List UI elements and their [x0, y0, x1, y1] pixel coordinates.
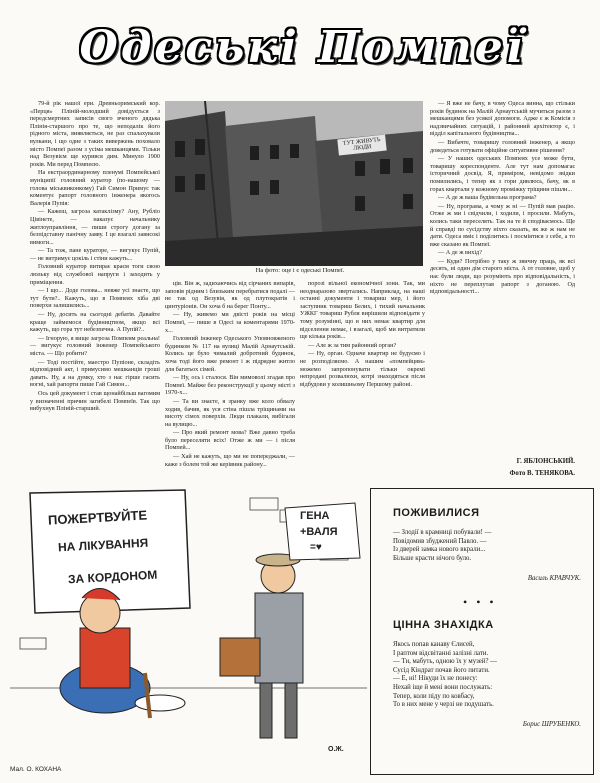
paragraph: ців. Він ж, задихаючись від сірчаних випарів, заповів рідним і близьким перебратися подалі — не так од Везувія, як од плутократів і цинтуріонів. Он хоча б на берег Понту...	[165, 280, 295, 310]
paragraph: На екстраординарному пленумі Помпейської муніципії головний куратор (по-нашому — голова міськвиконкому) Гай Симон Примус так коментує рапорт головного інженера якогось Валерія Пупія:	[30, 169, 160, 207]
poems-box	[370, 488, 594, 775]
paragraph: — Ігнорую, я вище загроза Помпеям реальна! — вигукує головний інженер Помпейського міста. — Що робити?	[30, 334, 160, 357]
graffiti-line: ГЕНА	[300, 510, 330, 522]
paragraph: — А де ж вихід?	[438, 249, 482, 257]
photo-sign: ТУТ ЖИВУТЬ ЛЮДИ	[337, 135, 386, 156]
poster-line: ПОЖЕРТВУЙТЕ	[47, 507, 148, 528]
graffiti-line: +ВАЛЯ	[300, 526, 338, 538]
paragraph: — Тоді постійте, маестро Пупіоне, складіть відповідний акт, і примусимо мешканців гроші давать. Ну, а на думку, хто з нас гірше гасить вогні, хай рапорти пише Гай Симон...	[30, 358, 160, 389]
paragraph: — Кажеш, загроза катаклізму? Ану, Рубліо Цівінете, — наказує начальнику житлоуправління, — пиши строгу догану за безпідставну панічну заяву. І це взагалі зависокі вимоги...	[30, 208, 160, 246]
photo-image	[165, 101, 423, 266]
paragraph: — Хай не кажуть, що ми не попереджали, — каже з болем той же керівник району...	[165, 453, 295, 468]
poem-title: ЦІННА ЗНАХІДКА	[393, 619, 494, 631]
photo-credit: Фото В. ТЕНЯКОВА.	[509, 470, 575, 477]
paragraph: — Ну, ось і сталося. Він мимоволі згадав про Помпеї. Майже без реконструкції у цьому місті з 1970-х...	[165, 374, 295, 397]
graffiti-line: =♥	[310, 542, 322, 553]
paragraph: — Ну, програма, а чому ж ні — Пупій мав рацію. Отже ж ми і свідчили, і ходили, і просили. Мабуть, колись таки переселять. Так на те й сподіваємось. Ще й справді по сусідству ніхто сказать, як же ж нам не дати. Одеса вміє і поділитись і посміятися з себе, а то вже сказано як Помпеї.	[430, 202, 575, 248]
cartoon-caption: Мал. О. КОХАНА	[10, 766, 62, 773]
paragraph: — Вибачте, товаришу головний інженер, а якщо доведеться готувати офіційне ситуативне рішення?	[430, 138, 575, 154]
paragraph: — У наших одеських Помпеях усе може бути, товаришу кореспонденте. Але тут нам допомагає історичний досвід. Я, приміром, невідомо звідки помилились, і тепер як з гори дивлюсь, бачу, як в горах квартали у кожному проміжку тріщини пішли...	[430, 155, 575, 193]
cartoon-signature: О.Ж.	[328, 746, 344, 753]
cartoon-illustration	[10, 488, 367, 763]
paragraph: 79-й рік нашої ери. Древньоримський кор. «Перця» Пліній-молодший довідується з передсмертних записів свого вченого дядька Плінія-старшого про те, що неподалік його рідного міста, виявляється, не раз спалахували вулкани, і що одне з таких вивержень поховало місто Помпеї разом з усіма мешканцями. Тільки над Везувієм ще курився дим. Минуло 1900 років. Ми перед Помпеєю.	[30, 100, 160, 168]
paragraph: порозі вільної економічної зони. Так, ми неоднаразово звертались. Наприклад, на наші останні документи і товариш мер, і його заступник товариш Белих, і тихий начальник УЖКГ товариш Рубля вирішили відповідати у тому розумінні, що в них немає квартир для відселення немає, і взагалі, щоб ми витратили ще кілька років...	[300, 280, 425, 341]
paragraph: — Про який ремонт мова? Вже давно треба було переселяти всіх! Отже ж ми — і після Помпей...	[165, 429, 295, 452]
poem-title: ПОЖИВИЛИСЯ	[393, 507, 480, 519]
paragraph: — Ну, орган. Одначе квартир не будуємо і не розподіляємо. А нашим «помпейцям» можемо запропонувати тільки окремі непродані розвалюхи, котрі знаходяться після відбудови у колишньому Першому районі.	[300, 350, 425, 388]
paragraph: — Та ви знаєте, я зранку вже коло обвалу ходив, бачив, як уся стіна пішла тріщинами на висоту сімох поверхів. Люди плакали, вибігали на вулицю...	[165, 397, 295, 428]
paragraph: — Ну, досить на сьогодні дебатів. Давайте краще займемося будівництвом, якщо всі кажуть, що гора тут небезпечна. А Пупій?..	[30, 311, 160, 334]
poem-author: Борис ШРУБЕНКО.	[522, 721, 581, 728]
poem-author: Василь КРАВЧУК.	[527, 575, 581, 582]
poem-text: — Злодії в крамниці побували! — Повідомив збуджений Павло. — Із дверей замка нового вкрали... Більше красти нічого було.	[393, 529, 492, 562]
paragraph: — Але ж за тим районний орган?	[308, 341, 397, 349]
article-column-1	[30, 100, 160, 482]
ruined-building-photo	[165, 101, 423, 266]
paragraph: Головний інженер Одеського Уповновженого будинком № 117 на вулиці Малій Арнаутській. Колись це було чималий добротний будинок, хоча тоді його вже ремонт і ж підрядне житло для багатьох сімей.	[165, 335, 295, 373]
paragraph: — Я вже не бачу, в чому Одеса винна, що стільки років будинок на Малій Арнаутській мучиться разом з мешканцями без усякої допомоги. Адже є ж Комісія з надзвичайних ситуацій, і районний архітектор є, і відділ капітального будівництва...	[430, 100, 575, 138]
article-author: Г. ЯБЛОНСЬКИЙ.	[516, 458, 575, 465]
article-column-4	[430, 100, 575, 455]
paragraph: Ось цей документ і став щонайбільш вагомим у визначенні причин загибелі Помпеїв. Так що вибухнув Пліній-старший.	[30, 389, 160, 413]
paragraph: — А де ж ваша будівельна програма?	[438, 194, 537, 202]
article-column-2	[165, 280, 295, 482]
paragraph: — Та тож, пане кураторе, — вигукує Пупій, — не витримує цокіль і стіни кажуть...	[30, 247, 160, 262]
paragraph: — Куди? Потрібно у таку ж звичну праць, як всі десять, ні один дім старого міста. А от головне, щоб у нас були люди, що розуміють про відповідальність, і ніхто не переплутав рапорт з доганою. Од відповідальності...	[430, 257, 575, 296]
article-column-3	[300, 280, 425, 482]
paragraph: Головний куратор витирає краєм тоги свою люльку від службової напруги і заходить у приміщення.	[30, 263, 160, 286]
separator-dots: • • •	[463, 595, 497, 609]
paragraph: — Ну, живемо ми двісті років на місці Помпеї, — пише в Одесі за коментарями 1970-х...	[165, 311, 295, 334]
poem-text: Якось попав канаву Єлисей, І раптом відсвітанні залізні лати. — Ти, мабуть, одною їх у музей? — Сусід Кіндрат почав його питати. — Е, ні! Нікуди їх не понесу: Нехай іще й мені вони послужать: Тепер, коли піду по ковбасу, То в них мене у черзі не подушать.	[393, 641, 497, 709]
poster-line: НА ЛІКУВАННЯ	[57, 535, 149, 555]
paragraph: — І що... Доде голова... невже усі знаєте, що тут бути?.. Кажуть, що в Помпеях хіба дві поверхи залишились...	[30, 287, 160, 310]
article-title: Одеські Помпеї	[79, 22, 526, 73]
photo-caption: На фото: оце і є одеські Помпеї.	[255, 267, 345, 274]
poster-line: ЗА КОРДОНОМ	[67, 567, 158, 587]
